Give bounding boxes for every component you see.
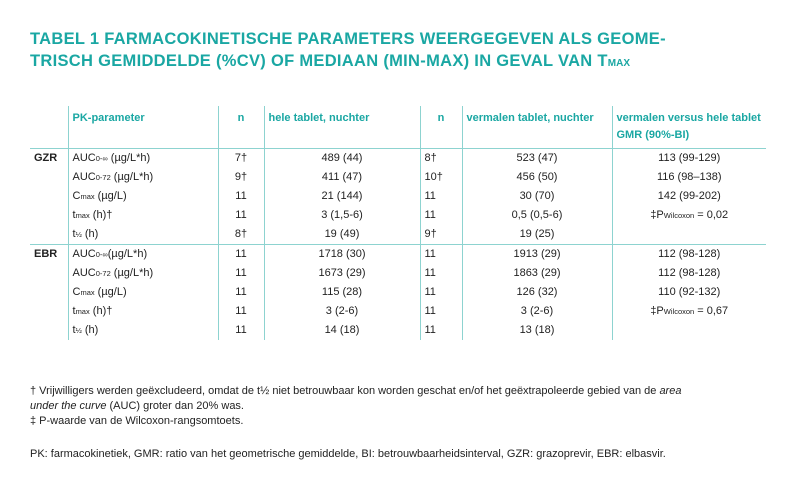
- footnote-dagger: † Vrijwilligers werden geëxcludeerd, omdat de t½ niet betrouwbaar kon worden geschat en/of het geëxtrapoleerde gebied van de area under the curve (AUC) groter dan 20% was.: [30, 385, 682, 412]
- crushed-cell: 1913 (29): [462, 245, 612, 265]
- ratio-cell: 112 (98-128): [612, 245, 766, 265]
- group-label: [30, 187, 68, 206]
- header-group: [30, 106, 68, 149]
- ratio-cell: [612, 321, 766, 340]
- table-row: [30, 187, 766, 206]
- ratio-cell: 142 (99-202): [612, 187, 766, 206]
- footnotes: [30, 384, 770, 429]
- header-crushed: vermalen tablet, nuchter: [462, 106, 612, 149]
- param-cell: t½ (h): [68, 225, 218, 245]
- group-label: [30, 206, 68, 225]
- crushed-cell: 126 (32): [462, 283, 612, 302]
- table-body: [30, 149, 766, 341]
- whole-cell: 115 (28): [264, 283, 420, 302]
- n1-cell: 11: [218, 206, 264, 225]
- ratio-cell: 116 (98–138): [612, 168, 766, 187]
- group-label: [30, 168, 68, 187]
- ratio-cell: ‡PWilcoxon = 0,02: [612, 206, 766, 225]
- table-row: [30, 302, 766, 321]
- ratio-cell: 110 (92-132): [612, 283, 766, 302]
- param-cell: AUC0-72 (µg/L*h): [68, 168, 218, 187]
- n2-cell: 11: [420, 187, 462, 206]
- crushed-cell: 0,5 (0,5-6): [462, 206, 612, 225]
- param-cell: tmax (h)†: [68, 302, 218, 321]
- whole-cell: 489 (44): [264, 149, 420, 169]
- ratio-cell: 112 (98-128): [612, 264, 766, 283]
- crushed-cell: 523 (47): [462, 149, 612, 169]
- group-label: [30, 245, 68, 265]
- header-row: [30, 106, 766, 149]
- header-whole: hele tablet, nuchter: [264, 106, 420, 149]
- header-param: PK-parameter: [68, 106, 218, 149]
- whole-cell: 1718 (30): [264, 245, 420, 265]
- crushed-cell: 30 (70): [462, 187, 612, 206]
- n2-cell: 11: [420, 283, 462, 302]
- footnote-ddagger: ‡ P-waarde van de Wilcoxon-rangsomtoets.: [30, 415, 244, 427]
- table-row: [30, 321, 766, 340]
- crushed-cell: 3 (2-6): [462, 302, 612, 321]
- whole-cell: 3 (2-6): [264, 302, 420, 321]
- table-row: [30, 206, 766, 225]
- group-label: [30, 321, 68, 340]
- header-compare-label: vermalen versus hele tablet: [616, 112, 761, 124]
- group-label: [30, 283, 68, 302]
- whole-cell: 3 (1,5-6): [264, 206, 420, 225]
- n1-cell: 11: [218, 245, 264, 265]
- group-label: [30, 264, 68, 283]
- param-cell: AUC0-72 (µg/L*h): [68, 264, 218, 283]
- title-line-1: TABEL 1 FARMACOKINETISCHE PARAMETERS WEERGEGEVEN ALS GEOME-: [30, 30, 666, 48]
- table-row: [30, 264, 766, 283]
- n1-cell: 11: [218, 264, 264, 283]
- whole-cell: 411 (47): [264, 168, 420, 187]
- n2-cell: 8†: [420, 149, 462, 169]
- n2-cell: 11: [420, 245, 462, 265]
- param-cell: t½ (h): [68, 321, 218, 340]
- ratio-cell: [612, 225, 766, 245]
- title-line-2: TRISCH GEMIDDELDE (%CV) OF MEDIAAN (MIN-MAX) IN GEVAL VAN TMAX: [30, 52, 631, 70]
- header-n2: n: [420, 106, 462, 149]
- n2-cell: 10†: [420, 168, 462, 187]
- n2-cell: 9†: [420, 225, 462, 245]
- whole-cell: 19 (49): [264, 225, 420, 245]
- param-cell: Cmax (µg/L): [68, 187, 218, 206]
- crushed-cell: 456 (50): [462, 168, 612, 187]
- whole-cell: 1673 (29): [264, 264, 420, 283]
- param-cell: AUC0-∞ (µg/L*h): [68, 149, 218, 169]
- group-name: EBR: [34, 248, 58, 260]
- param-cell: tmax (h)†: [68, 206, 218, 225]
- crushed-cell: 1863 (29): [462, 264, 612, 283]
- group-name: GZR: [34, 152, 58, 164]
- pk-table: [30, 106, 766, 340]
- ratio-cell: 113 (99-129): [612, 149, 766, 169]
- abbreviations: PK: farmacokinetiek, GMR: ratio van het geometrische gemiddelde, BI: betrouwbaarheidsinterval, GZR: grazoprevir, EBR: elbasvir.: [30, 448, 666, 460]
- crushed-cell: 13 (18): [462, 321, 612, 340]
- n1-cell: 9†: [218, 168, 264, 187]
- header-n1: n: [218, 106, 264, 149]
- whole-cell: 21 (144): [264, 187, 420, 206]
- header-gmr: GMR (90%-BI): [616, 129, 690, 141]
- table-row: [30, 283, 766, 302]
- n1-cell: 7†: [218, 149, 264, 169]
- n2-cell: 11: [420, 206, 462, 225]
- n2-cell: 11: [420, 264, 462, 283]
- crushed-cell: 19 (25): [462, 225, 612, 245]
- n2-cell: 11: [420, 321, 462, 340]
- table-row: [30, 149, 766, 169]
- n1-cell: 11: [218, 321, 264, 340]
- table-row: [30, 245, 766, 265]
- group-label: [30, 225, 68, 245]
- table-row: [30, 168, 766, 187]
- param-cell: Cmax (µg/L): [68, 283, 218, 302]
- n1-cell: 11: [218, 302, 264, 321]
- header-compare: [612, 106, 766, 149]
- n2-cell: 11: [420, 302, 462, 321]
- group-label: [30, 302, 68, 321]
- table-title: [30, 28, 770, 75]
- n1-cell: 11: [218, 187, 264, 206]
- n1-cell: 11: [218, 283, 264, 302]
- table-row: [30, 225, 766, 245]
- n1-cell: 8†: [218, 225, 264, 245]
- param-cell: AUC0-∞(µg/L*h): [68, 245, 218, 265]
- ratio-cell: ‡PWilcoxon = 0,67: [612, 302, 766, 321]
- title-subscript: MAX: [607, 58, 631, 69]
- group-label: [30, 149, 68, 169]
- whole-cell: 14 (18): [264, 321, 420, 340]
